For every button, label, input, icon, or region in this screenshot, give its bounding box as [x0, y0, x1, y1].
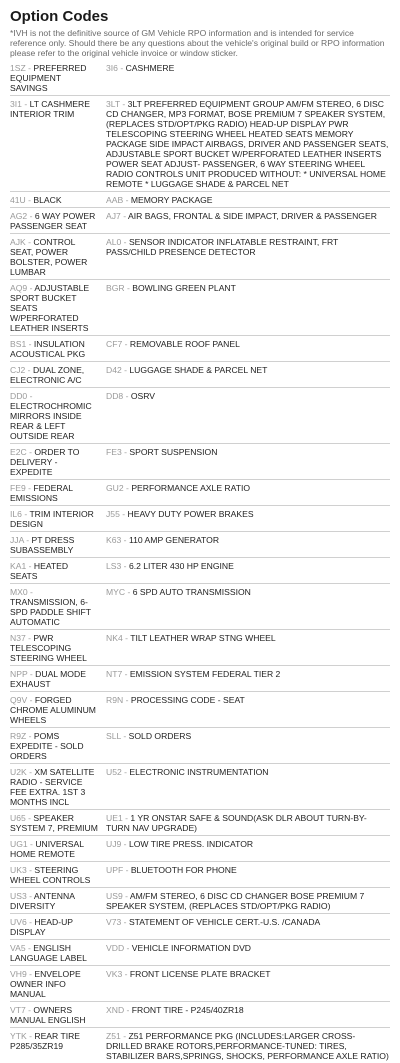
- option-code-row: [10, 809, 390, 835]
- code-separator: -: [125, 587, 133, 597]
- code-separator: -: [23, 535, 32, 545]
- code-separator: -: [123, 391, 131, 401]
- option-code: AJ7: [106, 211, 121, 221]
- code-separator: -: [27, 839, 36, 849]
- option-code: NK4: [106, 633, 123, 643]
- option-code-row: [10, 939, 390, 965]
- option-code-entry-right: [106, 195, 390, 205]
- option-code: KA1: [10, 561, 27, 571]
- option-description: FEDERAL EMISSIONS: [10, 483, 73, 503]
- option-code-row: [10, 913, 390, 939]
- option-code-entry-left: [10, 561, 106, 581]
- option-code-entry-right: [106, 447, 390, 477]
- option-description: 3LT PREFERRED EQUIPMENT GROUP AM/FM STEREO, 6 DISC CD CHANGER, MP3 FORMAT, BOSE PREMIUM 7 SPEAKER SYSTEM, (REPLACES STD/OPT/PKG RADIO) HEAD-UP DISPLAY PWR TELESCOPING STEERING WHEEL HEATED SEATS MEMORY PACKAGE SIDE IMPACT AIRBAGS, DRIVER AND PASSENGER SEATS, ADJUSTABLE SPORT BUCKET W/PERFORATED LEATHER INSERTS POWER SEAT ADJUST- PASSENGER, 6 WAY STEERING WHEEL RADIO CONTROLS UNIT PRODUCED WITHOUT: * UNIVERSAL HOME REMOTE * LUGGAGE SHADE & PARCEL NET: [106, 99, 389, 189]
- option-code-row: [10, 361, 390, 387]
- option-code: IL6: [10, 509, 22, 519]
- option-code-entry-right: [106, 943, 390, 963]
- option-code-entry-right: [106, 283, 390, 333]
- option-code: LS3: [106, 561, 122, 571]
- code-separator: -: [122, 339, 130, 349]
- option-code-row: [10, 691, 390, 727]
- code-separator: -: [120, 99, 128, 109]
- option-code: FE9: [10, 483, 26, 493]
- option-code: AL0: [106, 237, 122, 247]
- code-separator: -: [122, 669, 130, 679]
- option-code-entry-left: [10, 391, 106, 441]
- code-separator: -: [121, 917, 129, 927]
- option-description: PERFORMANCE AXLE RATIO: [131, 483, 251, 493]
- option-code-row: [10, 387, 390, 443]
- option-code: Q9V: [10, 695, 28, 705]
- code-separator: -: [27, 669, 36, 679]
- code-separator: -: [122, 891, 130, 901]
- option-description: TRANSMISSION, 6-SPD PADDLE SHIFT AUTOMATIC: [10, 597, 91, 627]
- option-code: R9Z: [10, 731, 27, 741]
- option-description: AM/FM STEREO, 6 DISC CD CHANGER BOSE PREMIUM 7 SPEAKER SYSTEM, (REPLACES STD/OPT/PKG RADIO): [106, 891, 365, 911]
- option-code: UPF: [106, 865, 124, 875]
- option-description: EMISSION SYSTEM FEDERAL TIER 2: [129, 669, 281, 679]
- code-separator: -: [121, 561, 129, 571]
- option-description: CONTROL SEAT, POWER BOLSTER, POWER LUMBAR: [10, 237, 88, 277]
- option-code: U52: [106, 767, 122, 777]
- option-code: VH9: [10, 969, 27, 979]
- code-separator: -: [25, 365, 33, 375]
- code-separator: -: [27, 391, 33, 401]
- option-code: UG1: [10, 839, 28, 849]
- option-code-entry-right: [106, 767, 390, 807]
- option-code-entry-left: [10, 1031, 106, 1061]
- code-separator: -: [27, 211, 35, 221]
- code-separator: -: [26, 767, 35, 777]
- code-separator: -: [123, 865, 131, 875]
- option-code-entry-left: [10, 587, 106, 627]
- option-code-entry-left: [10, 99, 106, 189]
- option-description: ORDER TO DELIVERY - EXPEDITE: [10, 447, 80, 477]
- option-code-entry-right: [106, 587, 390, 627]
- option-code: U2K: [10, 767, 27, 777]
- option-code-row: [10, 505, 390, 531]
- option-description: PROCESSING CODE - SEAT: [130, 695, 245, 705]
- code-separator: -: [26, 731, 34, 741]
- code-separator: -: [121, 535, 129, 545]
- option-code-entry-left: [10, 917, 106, 937]
- option-code: Z51: [106, 1031, 121, 1041]
- option-description: ELECTROCHROMIC MIRRORS INSIDE REAR & LEFT OUTSIDE REAR: [10, 401, 92, 441]
- option-code: MYC: [106, 587, 126, 597]
- option-code-row: [10, 60, 390, 95]
- option-code-entry-left: [10, 1005, 106, 1025]
- option-code: R9N: [106, 695, 124, 705]
- option-description: TRIM INTERIOR DESIGN: [10, 509, 94, 529]
- option-description: 110 AMP GENERATOR: [128, 535, 220, 545]
- code-separator: -: [120, 211, 128, 221]
- code-separator: -: [26, 865, 35, 875]
- option-code-entry-right: [106, 969, 390, 999]
- option-description: HEAD-UP DISPLAY: [10, 917, 73, 937]
- code-separator: -: [26, 891, 34, 901]
- code-separator: -: [121, 237, 129, 247]
- option-code-entry-left: [10, 535, 106, 555]
- code-separator: -: [123, 695, 131, 705]
- option-code: J55: [106, 509, 120, 519]
- option-code-row: [10, 763, 390, 809]
- code-separator: -: [121, 767, 130, 777]
- option-code-row: [10, 1027, 390, 1063]
- option-code-entry-right: [106, 99, 390, 189]
- option-code: BGR: [106, 283, 125, 293]
- option-description: FORGED CHROME ALUMINUM WHEELS: [10, 695, 96, 725]
- option-description: INSULATION ACOUSTICAL PKG: [10, 339, 86, 359]
- option-code: 41U: [10, 195, 26, 205]
- option-description: Z51 PERFORMANCE PKG (INCLUDES:LARGER CROSS-DRILLED BRAKE ROTORS,PERFORMANCE-TUNED: TIRES, STABILIZER BARS,SPRINGS, SHOCKS, PERFORMANCE AXLE RATIO): [106, 1031, 389, 1061]
- option-description: 1 YR ONSTAR SAFE & SOUND(ASK DLR ABOUT TURN-BY-TURN NAV UPGRADE): [106, 813, 367, 833]
- option-code-row: [10, 887, 390, 913]
- option-code-row: [10, 279, 390, 335]
- option-code-row: [10, 531, 390, 557]
- code-separator: -: [122, 969, 130, 979]
- code-separator: -: [124, 283, 133, 293]
- option-code: VDD: [106, 943, 125, 953]
- option-description: CASHMERE: [125, 63, 175, 73]
- code-separator: -: [121, 839, 129, 849]
- option-description: MEMORY PACKAGE: [130, 195, 213, 205]
- option-description: BLUETOOTH FOR PHONE: [130, 865, 237, 875]
- option-code-entry-right: [106, 813, 390, 833]
- option-code: CJ2: [10, 365, 26, 375]
- option-description: BOWLING GREEN PLANT: [132, 283, 236, 293]
- code-separator: -: [117, 63, 126, 73]
- code-separator: -: [25, 633, 34, 643]
- option-code-entry-right: [106, 535, 390, 555]
- option-description: PREFERRED EQUIPMENT SAVINGS: [10, 63, 87, 93]
- code-separator: -: [27, 587, 33, 597]
- code-separator: -: [25, 237, 34, 247]
- option-code: UJ9: [106, 839, 122, 849]
- option-description: ANTENNA DIVERSITY: [10, 891, 75, 911]
- option-code-row: [10, 443, 390, 479]
- option-description: UNIVERSAL HOME REMOTE: [10, 839, 84, 859]
- option-description: ENGLISH LANGUAGE LABEL: [10, 943, 87, 963]
- option-code: NPP: [10, 669, 28, 679]
- code-separator: -: [27, 283, 35, 293]
- code-separator: -: [25, 63, 34, 73]
- option-code: AJK: [10, 237, 26, 247]
- option-code-row: [10, 665, 390, 691]
- option-code: AQ9: [10, 283, 28, 293]
- option-description: DUAL MODE EXHAUST: [10, 669, 86, 689]
- code-separator: -: [123, 195, 131, 205]
- option-code: XND: [106, 1005, 125, 1015]
- option-code-entry-left: [10, 339, 106, 359]
- option-description: VEHICLE INFORMATION DVD: [131, 943, 252, 953]
- option-code-entry-right: [106, 669, 390, 689]
- option-code-entry-right: [106, 509, 390, 529]
- option-description: REAR TIRE P285/35ZR19: [10, 1031, 81, 1051]
- option-description: LUGGAGE SHADE & PARCEL NET: [129, 365, 268, 375]
- option-code: UK3: [10, 865, 27, 875]
- option-code: 1SZ: [10, 63, 26, 73]
- code-separator: -: [25, 483, 34, 493]
- option-code-entry-right: [106, 365, 390, 385]
- option-code: NT7: [106, 669, 123, 679]
- option-description: OWNERS MANUAL ENGLISH: [10, 1005, 86, 1025]
- option-description: OSRV: [130, 391, 156, 401]
- option-code: K63: [106, 535, 122, 545]
- option-code: 3I1: [10, 99, 22, 109]
- option-description: 6 WAY POWER PASSENGER SEAT: [10, 211, 96, 231]
- code-separator: -: [26, 917, 35, 927]
- option-code-entry-right: [106, 1031, 390, 1061]
- code-separator: -: [122, 633, 131, 643]
- option-code: DD0: [10, 391, 28, 401]
- option-code-entry-left: [10, 943, 106, 963]
- option-description: DUAL ZONE, ELECTRONIC A/C: [10, 365, 85, 385]
- option-code-entry-right: [106, 917, 390, 937]
- option-description: SPEAKER SYSTEM 7, PREMIUM: [10, 813, 98, 833]
- option-code-entry-left: [10, 969, 106, 999]
- option-code-entry-left: [10, 695, 106, 725]
- option-code-entry-left: [10, 865, 106, 885]
- option-code-entry-right: [106, 391, 390, 441]
- option-description: LT CASHMERE INTERIOR TRIM: [10, 99, 90, 119]
- option-code-row: [10, 191, 390, 207]
- code-separator: -: [121, 447, 130, 457]
- option-code-row: [10, 583, 390, 629]
- option-code: UE1: [106, 813, 123, 823]
- option-code: VK3: [106, 969, 123, 979]
- code-separator: -: [21, 99, 30, 109]
- option-code-entry-left: [10, 669, 106, 689]
- code-separator: -: [25, 1005, 34, 1015]
- option-code-row: [10, 965, 390, 1001]
- option-code-entry-left: [10, 813, 106, 833]
- code-separator: -: [26, 969, 35, 979]
- option-code: AAB: [106, 195, 124, 205]
- option-description: ENVELOPE OWNER INFO MANUAL: [10, 969, 81, 999]
- option-description: XM SATELLITE RADIO - SERVICE FEE EXTRA. 1ST 3 MONTHS INCL: [10, 767, 95, 807]
- option-code-list: [10, 60, 390, 1063]
- option-description: FRONT LICENSE PLATE BRACKET: [129, 969, 271, 979]
- option-code-row: [10, 727, 390, 763]
- option-code-row: [10, 207, 390, 233]
- option-code-entry-left: [10, 891, 106, 911]
- option-description: LOW TIRE PRESS. INDICATOR: [128, 839, 254, 849]
- option-description: SPORT SUSPENSION: [129, 447, 218, 457]
- option-code-entry-left: [10, 483, 106, 503]
- option-code-entry-left: [10, 767, 106, 807]
- code-separator: -: [27, 695, 35, 705]
- option-description: PT DRESS SUBASSEMBLY: [10, 535, 75, 555]
- option-code-row: [10, 835, 390, 861]
- option-code: VT7: [10, 1005, 26, 1015]
- option-code: E2C: [10, 447, 27, 457]
- option-code-entry-right: [106, 211, 390, 231]
- option-description: 6 SPD AUTO TRANSMISSION: [132, 587, 251, 597]
- option-code: 3I6: [106, 63, 118, 73]
- code-separator: -: [26, 339, 34, 349]
- option-code: U65: [10, 813, 26, 823]
- option-code-row: [10, 233, 390, 279]
- option-code: V73: [106, 917, 122, 927]
- option-code: US9: [106, 891, 123, 901]
- option-code-row: [10, 95, 390, 191]
- code-separator: -: [122, 813, 131, 823]
- option-description: FRONT TIRE - P245/40ZR18: [131, 1005, 244, 1015]
- option-code-entry-right: [106, 561, 390, 581]
- option-code-row: [10, 557, 390, 583]
- code-separator: -: [123, 483, 132, 493]
- option-code-row: [10, 335, 390, 361]
- option-code-entry-left: [10, 731, 106, 761]
- option-code-entry-right: [106, 731, 390, 761]
- code-separator: -: [121, 365, 130, 375]
- option-code-entry-right: [106, 1005, 390, 1025]
- option-code: UV6: [10, 917, 27, 927]
- option-code: BS1: [10, 339, 27, 349]
- option-description: ADJUSTABLE SPORT BUCKET SEATS W/PERFORATED LEATHER INSERTS: [10, 283, 90, 333]
- option-description: STEERING WHEEL CONTROLS: [10, 865, 91, 885]
- code-separator: -: [25, 813, 34, 823]
- code-separator: -: [124, 1005, 132, 1015]
- option-code: D42: [106, 365, 122, 375]
- option-code: FE3: [106, 447, 122, 457]
- code-separator: -: [26, 447, 35, 457]
- option-description: AIR BAGS, FRONTAL & SIDE IMPACT, DRIVER & PASSENGER: [127, 211, 377, 221]
- option-code: CF7: [106, 339, 123, 349]
- option-code: MX0: [10, 587, 28, 597]
- code-separator: -: [119, 509, 128, 519]
- option-code: YTK: [10, 1031, 27, 1041]
- option-code-entry-right: [106, 63, 390, 93]
- option-description: REMOVABLE ROOF PANEL: [129, 339, 240, 349]
- option-description: 6.2 LITER 430 HP ENGINE: [128, 561, 234, 571]
- option-code-row: [10, 861, 390, 887]
- option-code-entry-left: [10, 195, 106, 205]
- option-description: HEATED SEATS: [10, 561, 69, 581]
- option-code-entry-left: [10, 447, 106, 477]
- option-code: GU2: [106, 483, 124, 493]
- option-code-entry-right: [106, 891, 390, 911]
- option-description: STATEMENT OF VEHICLE CERT.-U.S. /CANADA: [128, 917, 321, 927]
- code-separator: -: [21, 509, 30, 519]
- code-separator: -: [26, 1031, 35, 1041]
- option-description: SENSOR INDICATOR INFLATABLE RESTRAINT, FRT PASS/CHILD PRESENCE DETECTOR: [106, 237, 339, 257]
- option-code: DD8: [106, 391, 124, 401]
- option-description: POMS EXPEDITE - SOLD ORDERS: [10, 731, 84, 761]
- code-separator: -: [26, 561, 34, 571]
- option-code: JJA: [10, 535, 24, 545]
- code-separator: -: [124, 943, 132, 953]
- option-code-entry-right: [106, 695, 390, 725]
- code-separator: -: [120, 1031, 129, 1041]
- option-code: AG2: [10, 211, 28, 221]
- code-separator: -: [25, 943, 34, 953]
- option-code-entry-right: [106, 483, 390, 503]
- option-code-entry-right: [106, 839, 390, 859]
- option-code: VA5: [10, 943, 26, 953]
- option-code-entry-left: [10, 509, 106, 529]
- disclaimer-text: *IVH is not the definitive source of GM Vehicle RPO information and is intended for service reference only. Should there be any questions about the vehicle's original build or RPO information please refer to the original vehicle invoice or window sticker.: [10, 28, 385, 58]
- option-code: N37: [10, 633, 26, 643]
- code-separator: -: [25, 195, 34, 205]
- option-code: 3LT: [106, 99, 121, 109]
- option-code-entry-left: [10, 63, 106, 93]
- option-code: SLL: [106, 731, 121, 741]
- option-code-entry-right: [106, 865, 390, 885]
- option-code-entry-left: [10, 237, 106, 277]
- option-code-entry-left: [10, 211, 106, 231]
- option-code-entry-left: [10, 365, 106, 385]
- option-code-entry-right: [106, 237, 390, 277]
- option-description: SOLD ORDERS: [128, 731, 192, 741]
- option-description: HEAVY DUTY POWER BRAKES: [127, 509, 254, 519]
- option-code: US3: [10, 891, 27, 901]
- option-description: BLACK: [33, 195, 62, 205]
- option-code-row: [10, 1001, 390, 1027]
- option-description: PWR TELESCOPING STEERING WHEEL: [10, 633, 87, 663]
- option-code-entry-right: [106, 339, 390, 359]
- option-description: TILT LEATHER WRAP STNG WHEEL: [130, 633, 276, 643]
- option-code-entry-right: [106, 633, 390, 663]
- option-code-entry-left: [10, 633, 106, 663]
- option-code-row: [10, 629, 390, 665]
- code-separator: -: [120, 731, 129, 741]
- page-title: Option Codes: [10, 8, 109, 25]
- option-code-row: [10, 479, 390, 505]
- option-code-entry-left: [10, 839, 106, 859]
- option-description: ELECTRONIC INSTRUMENTATION: [129, 767, 269, 777]
- option-code-entry-left: [10, 283, 106, 333]
